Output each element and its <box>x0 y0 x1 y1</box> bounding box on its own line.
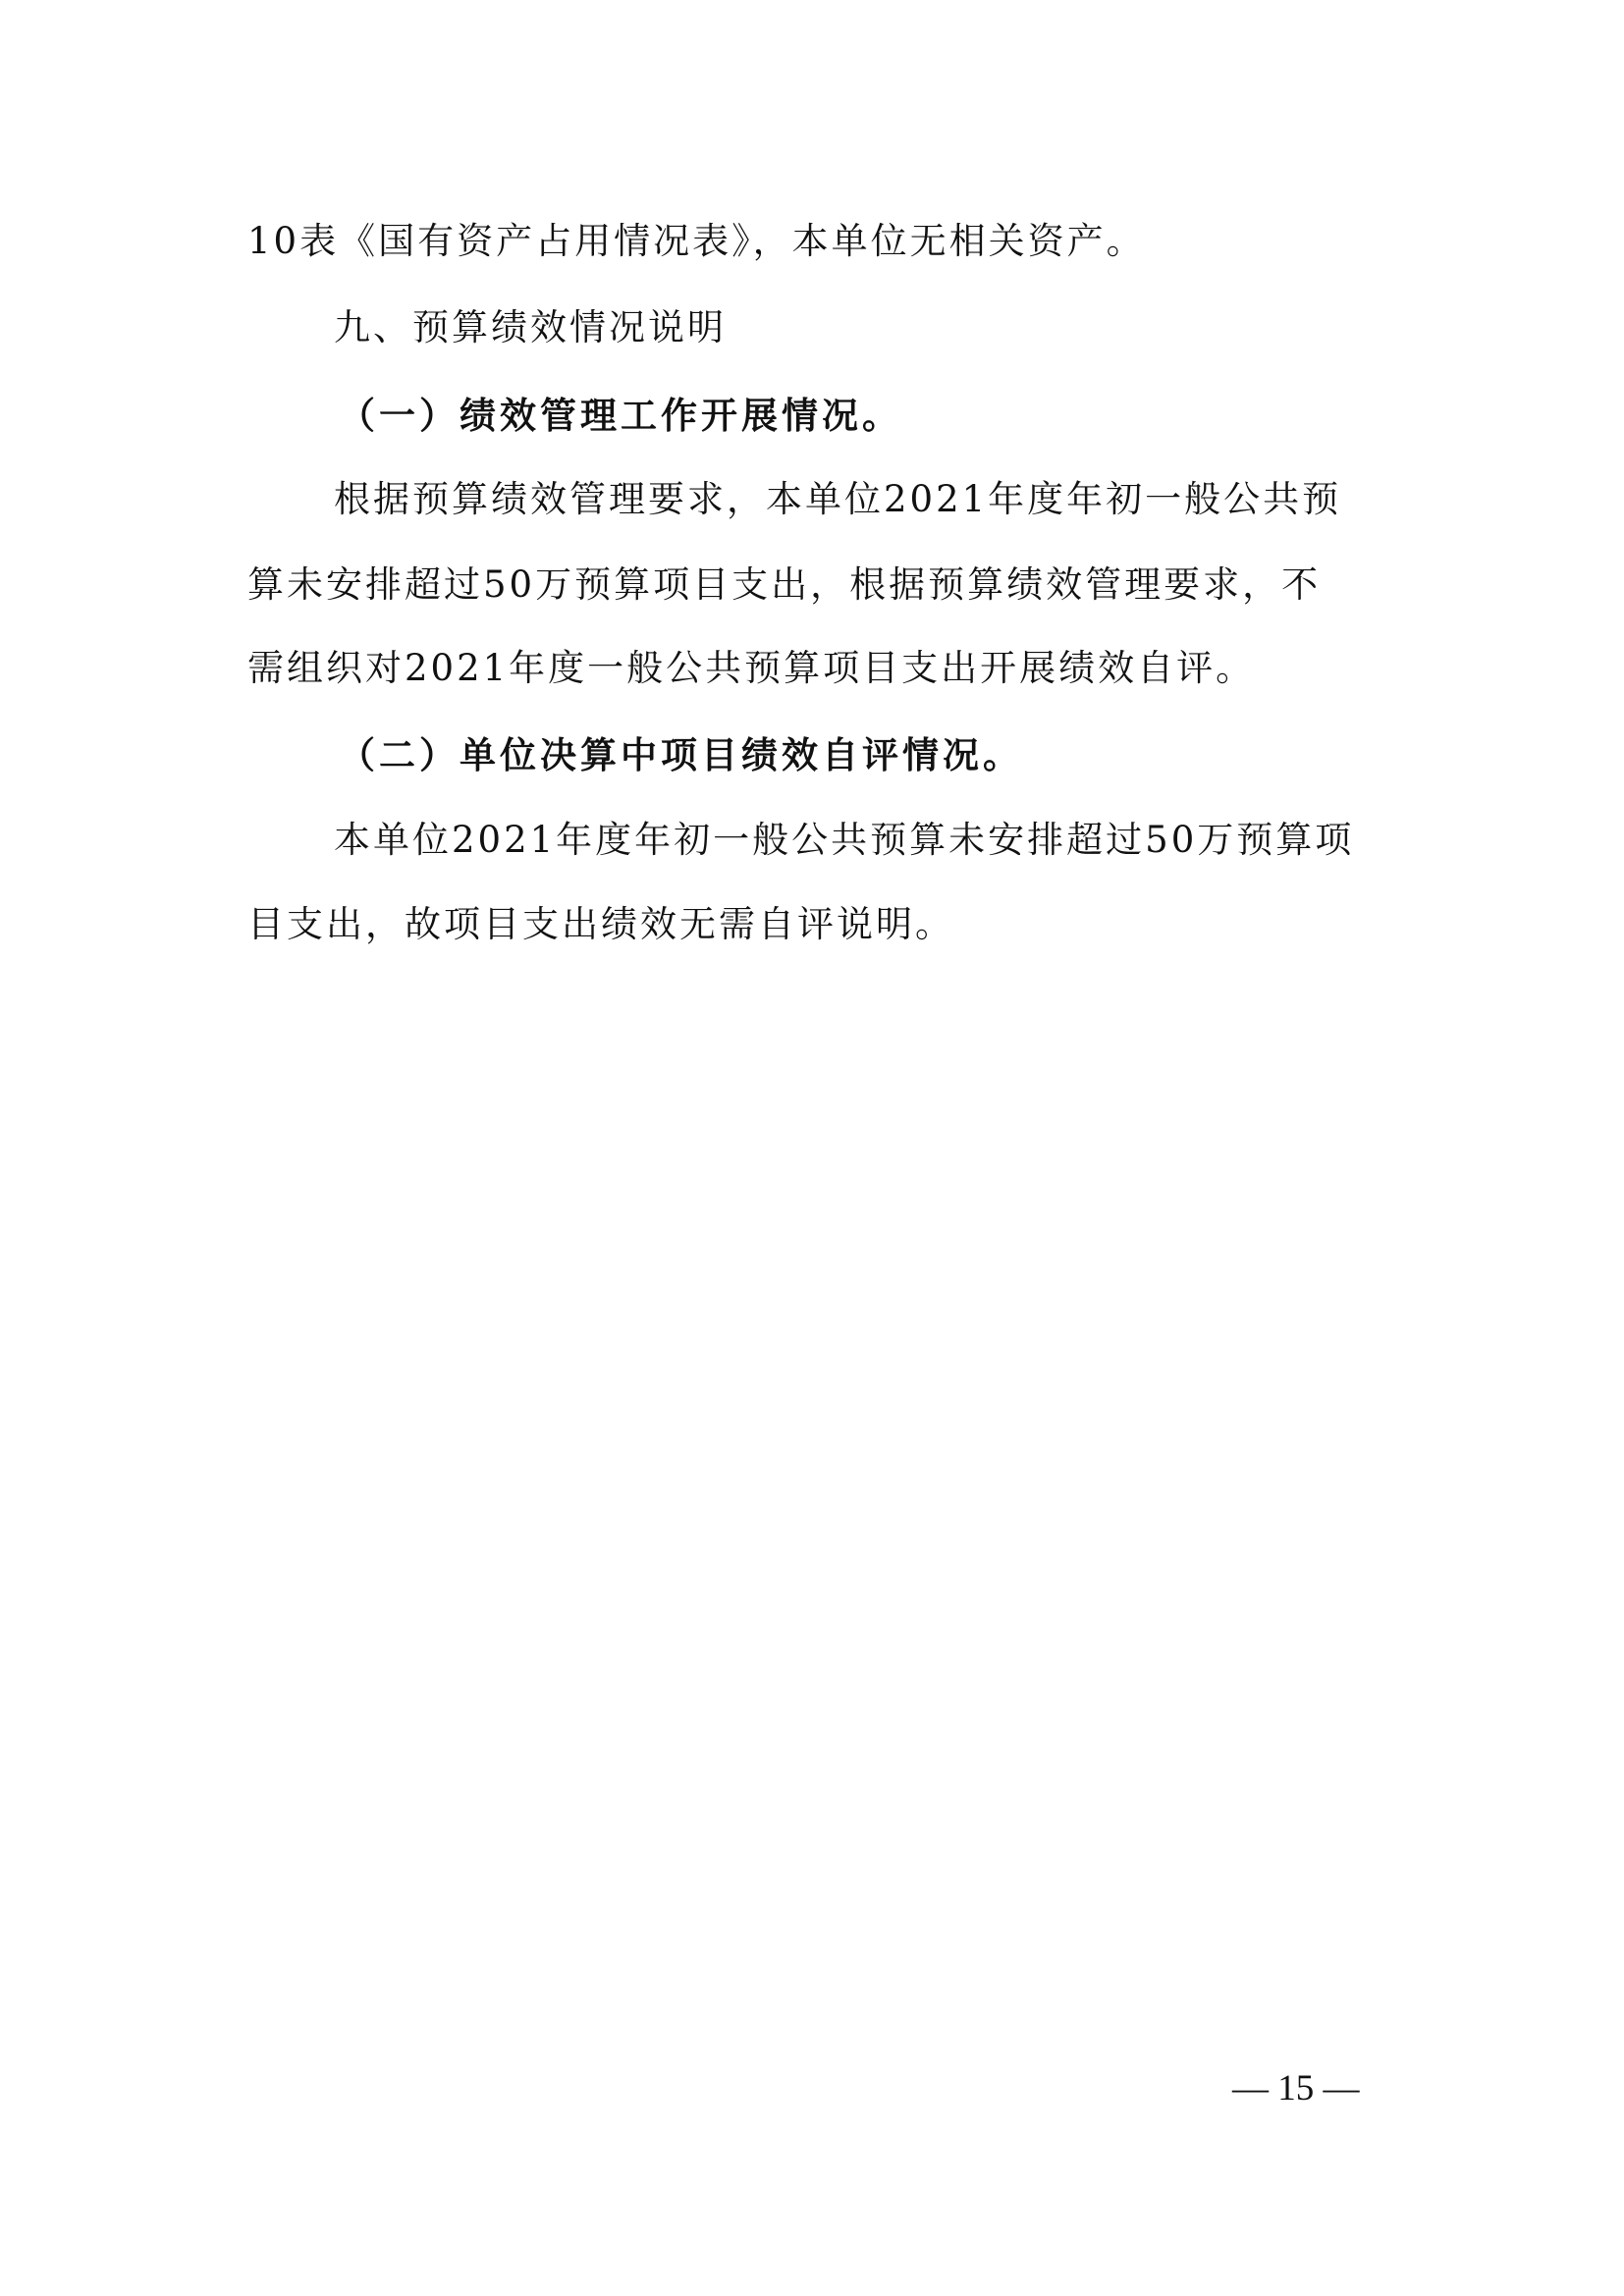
section-heading: 九、预算绩效情况说明 <box>334 306 727 348</box>
subsection-heading: （二）单位决算中项目绩效自评情况。 <box>339 734 1023 776</box>
page-number: — 15 — <box>1232 2068 1360 2109</box>
paragraph-line: 根据预算绩效管理要求，本单位2021年度年初一般公共预 <box>334 478 1342 520</box>
paragraph-line: 目支出，故项目支出绩效无需自评说明。 <box>247 903 954 945</box>
paragraph-line: 本单位2021年度年初一般公共预算未安排超过50万预算项 <box>334 819 1355 861</box>
subsection-heading: （一）绩效管理工作开展情况。 <box>339 395 902 437</box>
paragraph-line: 10表《国有资产占用情况表》，本单位无相关资产。 <box>247 220 1146 262</box>
paragraph-line: 算未安排超过50万预算项目支出，根据预算绩效管理要求，不 <box>247 563 1322 606</box>
paragraph-line: 需组织对2021年度一般公共预算项目支出开展绩效自评。 <box>247 647 1256 689</box>
